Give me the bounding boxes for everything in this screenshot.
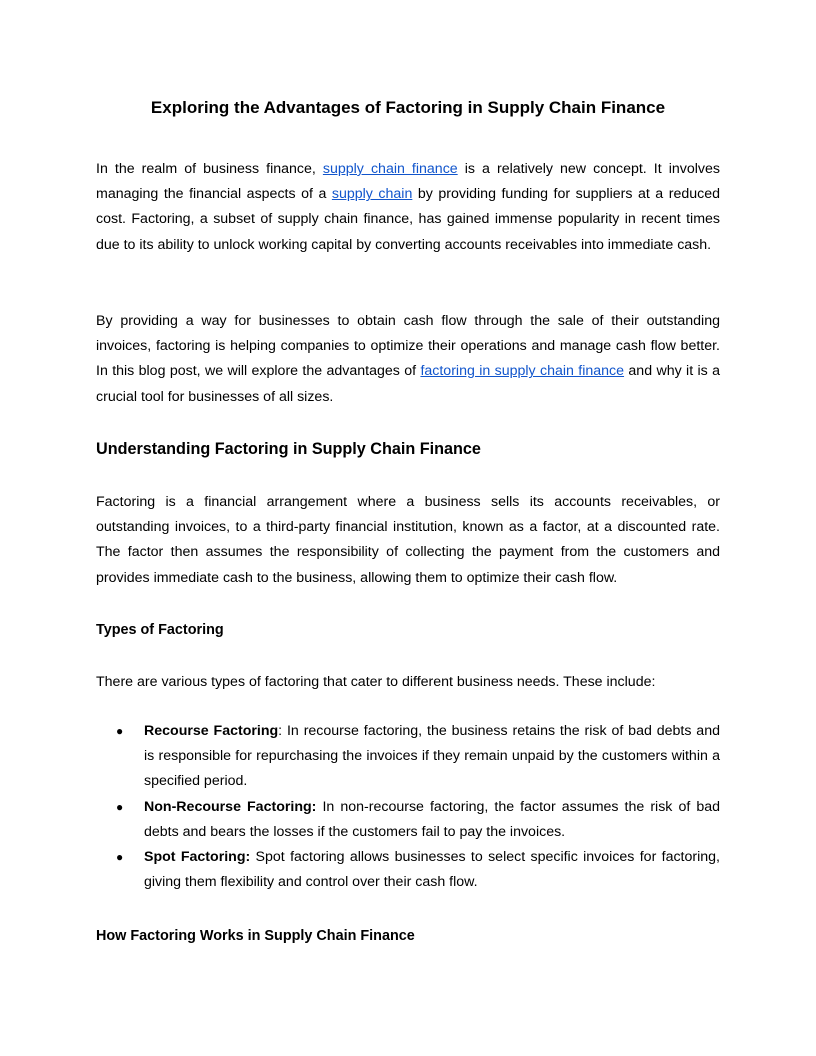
link-factoring-in-supply-chain-finance[interactable]: factoring in supply chain finance	[420, 363, 625, 380]
section-heading-types: Types of Factoring	[96, 622, 224, 638]
section-heading-how-it-works: How Factoring Works in Supply Chain Finance	[96, 928, 415, 944]
list-item-spot	[96, 845, 720, 895]
bullet-icon: ●	[116, 850, 124, 865]
term-non-recourse: Non-Recourse Factoring:	[144, 798, 317, 815]
desc-non-recourse: In non-recourse factoring, the factor assumes the risk of bad debts and bears the losses if the customers fail to pay the invoices.	[144, 798, 721, 840]
desc-spot: Spot factoring allows businesses to select specific invoices for factoring, giving them flexibility and control over their cash flow.	[144, 849, 720, 891]
link-supply-chain-finance[interactable]: supply chain finance	[322, 161, 458, 177]
factoring-types-list	[96, 719, 720, 895]
bullet-icon: ●	[116, 724, 124, 738]
section-understanding-body: Factoring is a financial arrangement where a business sells its accounts receivables, or outstanding invoices, to a third-party financial institution, known as a factor, at a discounted rate. The factor then assumes the responsibility of collecting the payment from the customers and provides immediate cash to the business, allowing them to optimize their cash flow.	[96, 494, 720, 586]
list-item-non-recourse	[96, 795, 720, 845]
term-recourse: Recourse Factoring	[144, 723, 279, 739]
section-heading-understanding: Understanding Factoring in Supply Chain Finance	[96, 440, 481, 458]
intro-p2-text-b: and why it is a crucial tool for businesses of all sizes.	[96, 363, 721, 405]
document-title: Exploring the Advantages of Factoring in Supply Chain Finance	[150, 98, 666, 117]
intro-paragraph-1	[96, 157, 720, 258]
term-spot: Spot Factoring:	[144, 849, 251, 866]
intro-paragraph-2	[96, 309, 720, 410]
intro-p1-text-b: is a relatively new concept. It involves managing the financial aspects of a	[96, 161, 720, 203]
bullet-icon: ●	[116, 799, 124, 814]
intro-p1-text-a: In the realm of business finance,	[96, 161, 323, 177]
intro-p2-text-a: By providing a way for businesses to obtain cash flow through the sale of their outstanding invoices, factoring is helping companies to optimize their operations and manage cash flow better. In this blog post, we will explore the advantages of	[96, 313, 720, 380]
desc-recourse: : In recourse factoring, the business retains the risk of bad debts and is responsible for repurchasing the invoices if they remain unpaid by the customers within a specified period.	[144, 723, 720, 790]
intro-p1-text-c: by providing funding for suppliers at a reduced cost. Factoring, a subset of supply chain finance, has gained immense popularity in recent times due to its ability to unlock working capital by converting accounts receivables into immediate cash.	[96, 186, 721, 253]
types-intro: There are various types of factoring that cater to different business needs. These include:	[96, 674, 656, 690]
list-item-recourse	[96, 719, 720, 795]
link-supply-chain[interactable]: supply chain	[331, 186, 413, 203]
